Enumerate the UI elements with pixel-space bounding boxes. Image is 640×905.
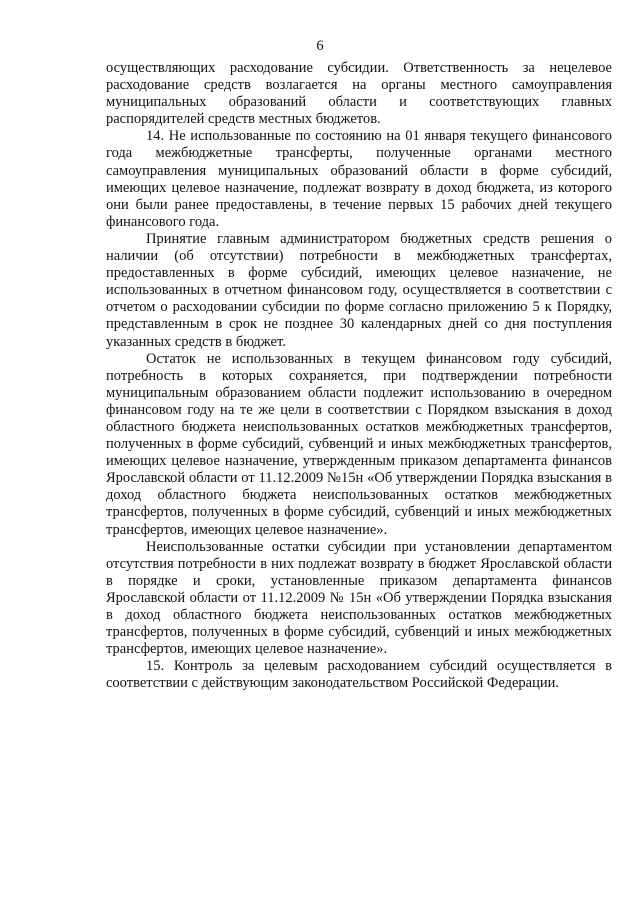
paragraph-item-14: 14. Не использованные по состоянию на 01 января текущего финансового года межбюджетные трансферты, полученные органами местного самоуправления муниципальных образований области в форме субсидий, имеющих целевое назначение, подлежат возврату в доход бюджета, из которого они были ранее предоставлены, в течение первых 15 рабочих дней текущего финансового года. (106, 128, 612, 230)
paragraph-unused-remainders-return: Неиспользованные остатки субсидии при установлении департаментом отсутствия потребности в них подлежат возврату в бюджет Ярославской области в порядке и сроки, установленные приказом департамента финансов Ярославской области от 11.12.2009 № 15н «Об утверждении Порядка взыскания в доход областного бюджета неиспользованных остатков межбюджетных трансфертов, полученных в форме субсидий, субвенций и иных межбюджетных трансфертов, имеющих целевое назначение». (106, 538, 612, 658)
paragraph-unused-balance: Остаток не использованных в текущем финансовом году субсидий, потребность в которых сохраняется, при подтверждении потребности муниципальным образованием области подлежит использованию в очередном финансовом году на те же цели в соответствии с Порядком взыскания в доход областного бюджета неиспользованных остатков межбюджетных трансфертов, полученных в форме субсидий, субвенций и иных межбюджетных трансфертов, имеющих целевое назначение, утвержденным приказом департамента финансов Ярославской области от 11.12.2009 №15н «Об утверждении Порядка взыскания в доход областного бюджета неиспользованных остатков межбюджетных трансфертов, полученных в форме субсидий, субвенций и иных межбюджетных трансфертов, имеющих целевое назначение». (106, 350, 612, 538)
paragraph-continuation: осуществляющих расходование субсидии. Ответственность за нецелевое расходование средств возлагается на органы местного самоуправления муниципальных образований области и соответствующих главных распорядителей средств местных бюджетов. (106, 60, 612, 128)
page-number: 6 (316, 38, 324, 54)
paragraph-decision-on-need: Принятие главным администратором бюджетных средств решения о наличии (об отсутствии) потребности в межбюджетных трансфертах, предоставленных в форме субсидий, имеющих целевое назначение, не использованных в отчетном финансовом году, осуществляется в соответствии с отчетом о расходовании субсидии по форме согласно приложению 5 к Порядку, представленным в срок не позднее 30 календарных дней со дня поступления указанных средств в бюджет. (106, 230, 612, 350)
document-body (106, 60, 612, 692)
paragraph-item-15: 15. Контроль за целевым расходованием субсидий осуществляется в соответствии с действующим законодательством Российской Федерации. (106, 658, 612, 692)
